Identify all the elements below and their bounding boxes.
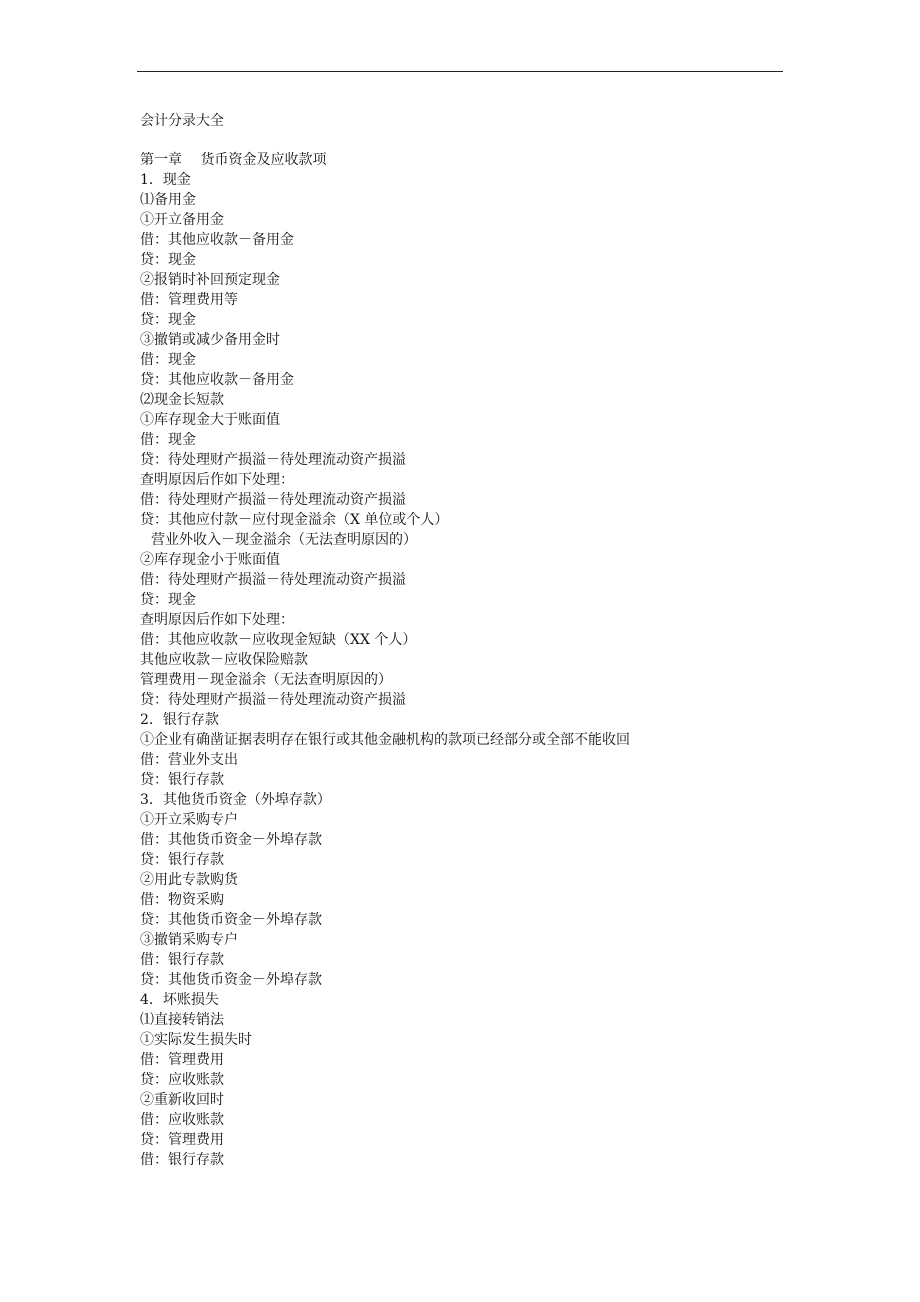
debit-entry: 借：现金	[140, 352, 196, 368]
debit-entry: 借：待处理财产损溢－待处理流动资产损溢	[140, 492, 406, 508]
subsection-heading: ⑵现金长短款	[140, 392, 224, 408]
credit-entry: 贷：应收账款	[140, 1072, 224, 1088]
section-heading: 2．银行存款	[140, 712, 219, 728]
item-heading: ②用此专款购货	[140, 872, 238, 888]
debit-entry: 借：应收账款	[140, 1112, 224, 1128]
credit-entry: 贷：现金	[140, 312, 196, 328]
credit-entry: 贷：待处理财产损溢－待处理流动资产损溢	[140, 692, 406, 708]
debit-entry: 借：其他应收款－备用金	[140, 232, 294, 248]
credit-entry: 贷：银行存款	[140, 852, 224, 868]
credit-entry: 贷：现金	[140, 592, 196, 608]
credit-entry-continued: 营业外收入－现金溢余（无法查明原因的）	[151, 532, 417, 548]
credit-entry: 贷：其他货币资金－外埠存款	[140, 972, 322, 988]
item-heading: ③撤销或减少备用金时	[140, 332, 280, 348]
document-body	[140, 150, 780, 1170]
document-title: 会计分录大全	[140, 113, 224, 129]
credit-entry: 贷：其他货币资金－外埠存款	[140, 912, 322, 928]
credit-entry: 贷：管理费用	[140, 1132, 224, 1148]
debit-entry-continued: 管理费用－现金溢余（无法查明原因的）	[140, 672, 392, 688]
credit-entry: 贷：其他应付款－应付现金溢余（X 单位或个人）	[140, 512, 449, 528]
item-heading: ①企业有确凿证据表明存在银行或其他金融机构的款项已经部分或全部不能收回	[140, 732, 630, 748]
item-heading: ①库存现金大于账面值	[140, 412, 280, 428]
debit-entry: 借：管理费用	[140, 1052, 224, 1068]
section-heading: 1．现金	[140, 172, 191, 188]
debit-entry-continued: 其他应收款－应收保险赔款	[140, 652, 308, 668]
credit-entry: 贷：其他应收款－备用金	[140, 372, 294, 388]
debit-entry: 借：物资采购	[140, 892, 224, 908]
debit-entry: 借：其他货币资金－外埠存款	[140, 832, 322, 848]
debit-entry: 借：现金	[140, 432, 196, 448]
debit-entry: 借：营业外支出	[140, 752, 238, 768]
chapter-heading: 第一章 货币资金及应收款项	[140, 152, 327, 168]
section-heading: 3．其他货币资金（外埠存款）	[140, 792, 331, 808]
item-heading: ①开立采购专户	[140, 812, 238, 828]
text-line: 查明原因后作如下处理：	[140, 612, 294, 628]
item-heading: ②库存现金小于账面值	[140, 552, 280, 568]
debit-entry: 借：其他应收款－应收现金短缺（XX 个人）	[140, 632, 417, 648]
text-line: 查明原因后作如下处理：	[140, 472, 294, 488]
subsection-heading: ⑴备用金	[140, 192, 196, 208]
debit-entry: 借：银行存款	[140, 952, 224, 968]
item-heading: ②重新收回时	[140, 1092, 224, 1108]
header-rule	[137, 71, 783, 72]
subsection-heading: ⑴直接转销法	[140, 1012, 224, 1028]
section-heading: 4．坏账损失	[140, 992, 219, 1008]
item-heading: ①开立备用金	[140, 212, 224, 228]
debit-entry: 借：待处理财产损溢－待处理流动资产损溢	[140, 572, 406, 588]
credit-entry: 贷：现金	[140, 252, 196, 268]
item-heading: ①实际发生损失时	[140, 1032, 252, 1048]
credit-entry: 贷：银行存款	[140, 772, 224, 788]
item-heading: ②报销时补回预定现金	[140, 272, 280, 288]
credit-entry: 贷：待处理财产损溢－待处理流动资产损溢	[140, 452, 406, 468]
debit-entry: 借：银行存款	[140, 1152, 224, 1168]
item-heading: ③撤销采购专户	[140, 932, 238, 948]
debit-entry: 借：管理费用等	[140, 292, 238, 308]
